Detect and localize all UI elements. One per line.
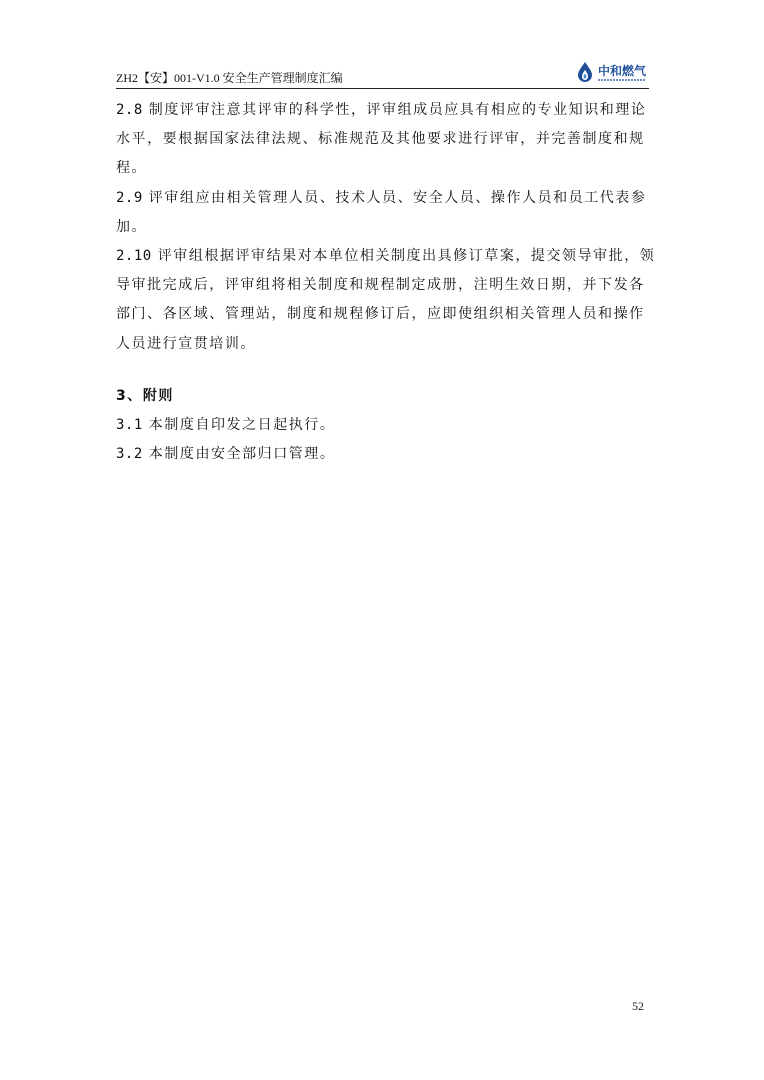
logo-name: 中和燃气 [597, 63, 646, 78]
paragraph-2-9 [116, 184, 656, 242]
clause-text: 评审组应由相关管理人员、技术人员、安全人员、操作人员和员工代表参加。 [116, 189, 647, 235]
water-drop-flame-icon [575, 61, 595, 83]
clause-number: 3.1 [116, 417, 143, 434]
logo-subtitle-decoration [598, 79, 646, 81]
paragraph-3-1 [116, 411, 656, 440]
page-header [116, 62, 648, 88]
clause-number: 2.8 [116, 102, 143, 118]
clause-text: 本制度自印发之日起执行。 [142, 417, 336, 434]
header-rule [116, 88, 649, 89]
clause-text: 本制度由安全部归口管理。 [142, 446, 336, 463]
page-number: 52 [632, 999, 644, 1013]
paragraph-2-8 [116, 96, 656, 184]
clause-number: 2.10 [116, 248, 152, 265]
section-heading: 3、附则 [116, 387, 174, 404]
document-title: ZH2【安】001-V1.0 安全生产管理制度汇编 [116, 71, 343, 85]
clause-number: 3.2 [116, 446, 143, 463]
paragraph-3-2 [116, 440, 656, 469]
company-logo [575, 60, 646, 84]
clause-number: 2.9 [116, 189, 143, 206]
document-body [116, 96, 656, 469]
paragraph-2-10 [116, 242, 656, 359]
clause-text: 制度评审注意其评审的科学性，评审组成员应具有相应的专业知识和理论水平，要根据国家法律法规、标准规范及其他要求进行评审，并完善制度和规程。 [116, 102, 647, 177]
clause-text: 评审组根据评审结果对本单位相关制度出具修订草案，提交领导审批，领导审批完成后，评审组将相关制度和规程制定成册，注明生效日期，并下发各部门、各区域、管理站，制度和规程修订后，应即使组织相关管理人员和操作人员进行宣贯培训。 [116, 248, 656, 352]
